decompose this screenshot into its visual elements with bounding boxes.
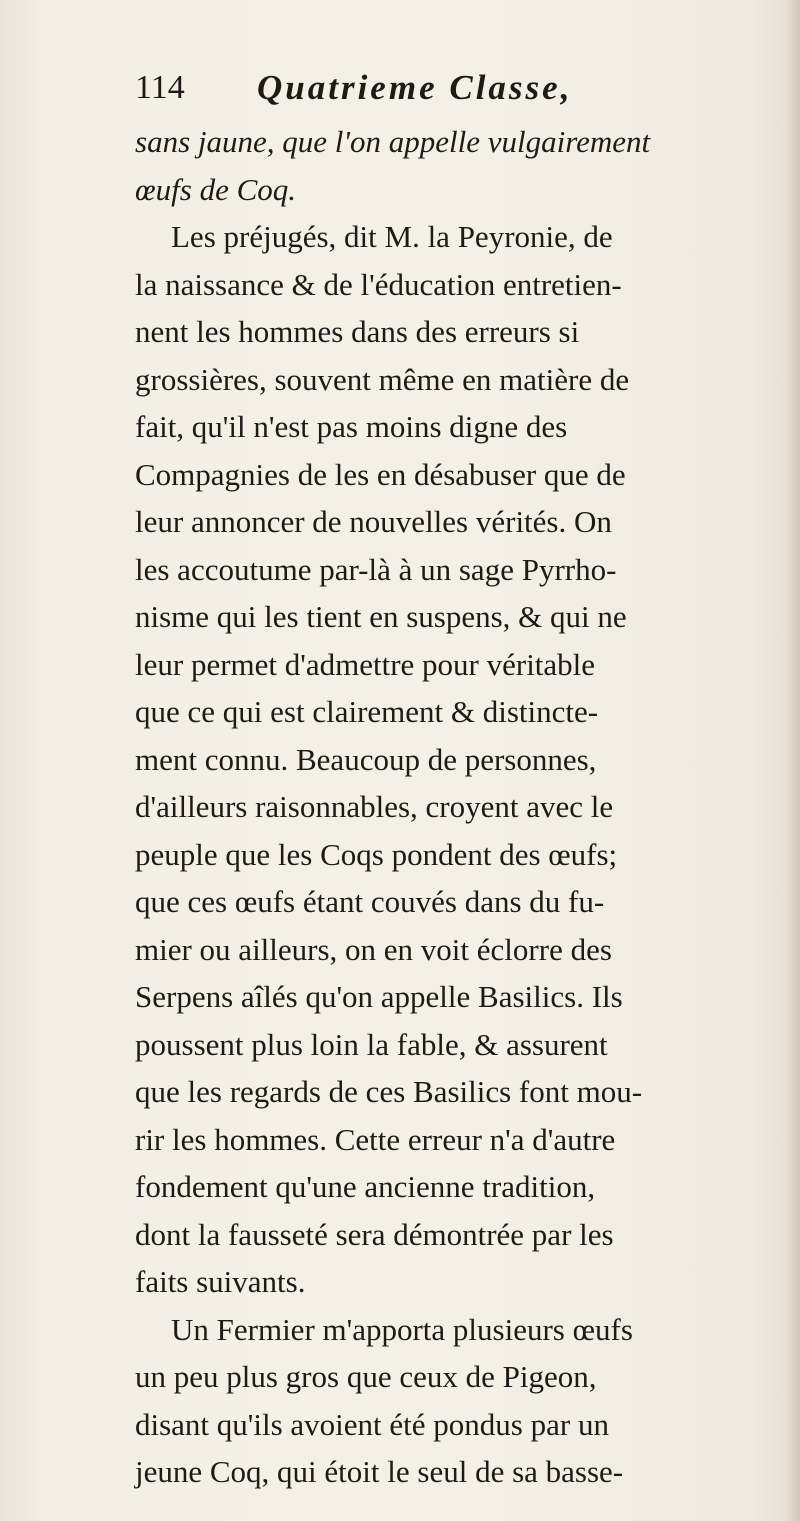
page-header	[135, 64, 735, 112]
text-line: que ces œufs étant couvés dans du fu-	[135, 884, 605, 919]
paragraph-start-line: Un Fermier m'apporta plusieurs œufs	[171, 1311, 633, 1347]
body-text	[135, 118, 795, 1496]
text-line: que les regards de ces Basilics font mou-	[135, 1074, 643, 1109]
text-line: fait, qu'il n'est pas moins digne des	[135, 409, 568, 444]
running-title: Quatrieme Classe,	[257, 68, 573, 107]
text-line: un peu plus gros que ceux de Pigeon,	[135, 1359, 597, 1394]
text-line: poussent plus loin la fable, & assurent	[135, 1026, 608, 1062]
text-line: œufs de Coq.	[135, 171, 297, 207]
text-line: les accoutume par-là à un sage Pyrrho-	[135, 551, 617, 587]
text-line: leur permet d'admettre pour véritable	[135, 646, 596, 682]
text-line: disant qu'ils avoient été pondus par un	[135, 1406, 609, 1442]
text-line: faits suivants.	[135, 1264, 306, 1299]
text-line: dont la fausseté sera démontrée par les	[135, 1216, 614, 1252]
text-line: mier ou ailleurs, on en voit éclorre des	[135, 931, 612, 967]
text-line: Compagnies de les en désabuser que de	[135, 456, 626, 492]
text-line: fondement qu'une ancienne tradition,	[135, 1169, 596, 1204]
text-line: d'ailleurs raisonnables, croyent avec le	[135, 789, 614, 824]
text-line: Serpens aîlés qu'on appelle Basilics. Ils	[135, 979, 623, 1014]
page-number: 114	[135, 69, 185, 106]
text-line: leur annoncer de nouvelles vérités. On	[135, 504, 612, 539]
text-line: peuple que les Coqs pondent des œufs;	[135, 836, 618, 872]
text-line: que ce qui est clairement & distincte-	[135, 694, 599, 729]
text-line: ment connu. Beaucoup de personnes,	[135, 741, 597, 777]
text-line: rir les hommes. Cette erreur n'a d'autre	[135, 1121, 616, 1157]
text-line: sans jaune, que l'on appelle vulgairement	[135, 124, 651, 159]
text-line: la naissance & de l'éducation entretien-	[135, 266, 622, 302]
text-line: jeune Coq, qui étoit le seul de sa basse-	[135, 1454, 624, 1489]
paragraph-start-line: Les préjugés, dit M. la Peyronie, de	[171, 219, 613, 254]
text-line: nent les hommes dans des erreurs si	[135, 314, 580, 349]
text-line: grossières, souvent même en matière de	[135, 361, 630, 397]
text-line: nisme qui les tient en suspens, & qui ne	[135, 599, 627, 634]
